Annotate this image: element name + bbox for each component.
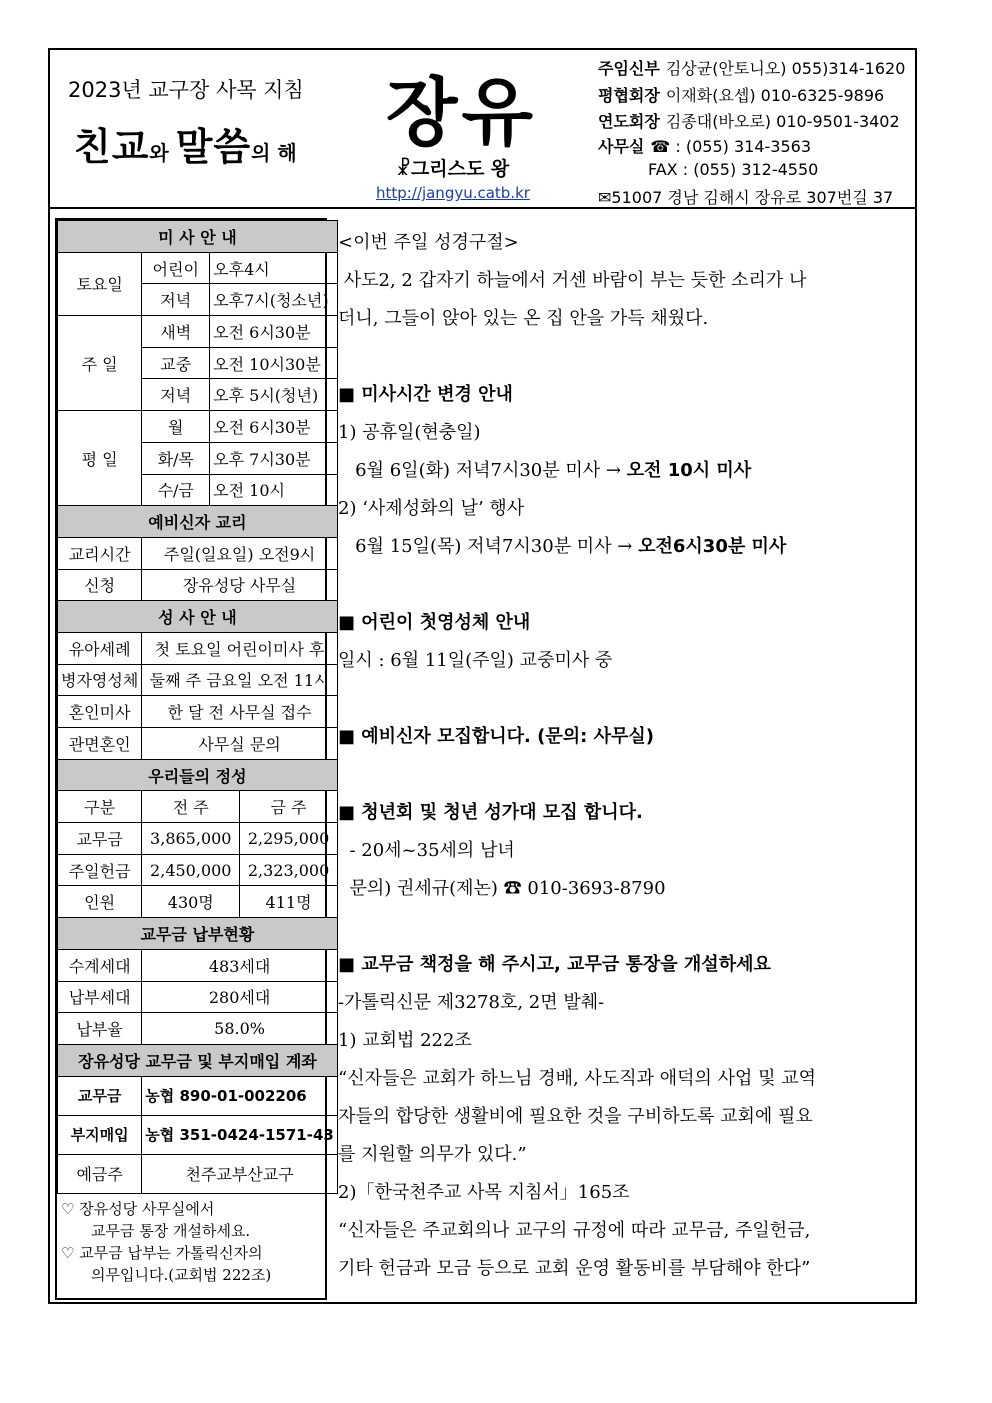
table-row [58, 949, 338, 981]
column-header: 금 주 [240, 791, 338, 823]
body-line [338, 456, 751, 482]
row-label: 관면혼인 [58, 728, 142, 760]
mass-slot: 수/금 [142, 474, 210, 506]
offering-prev: 430명 [142, 886, 240, 918]
line-text: ■ 교무금 책정을 해 주시고, 교무금 통장을 개설하세요 [338, 954, 771, 975]
offering-curr: 2,323,000 [240, 854, 338, 886]
line-text: “신자들은 주교회의나 교구의 규정에 따라 교무금, 주일헌금, [338, 1220, 811, 1241]
mass-day: 주 일 [58, 316, 142, 411]
table-row [58, 1115, 338, 1154]
mass-time: 오후 7시30분 [210, 442, 338, 474]
body-line [338, 646, 612, 672]
table-row [58, 791, 338, 823]
body-line [338, 1254, 810, 1280]
row-value: 280세대 [142, 981, 338, 1013]
table-row [58, 537, 338, 569]
section-heading [338, 380, 513, 406]
line-text: 일시 : 6월 11일(주일) 교중미사 중 [338, 650, 613, 671]
table-row [58, 981, 338, 1013]
row-label: 인원 [58, 886, 142, 918]
mass-time: 오후 5시(청년) [210, 379, 338, 411]
body-line [338, 228, 519, 254]
row-label: 수계세대 [58, 949, 142, 981]
row-value: 장유성당 사무실 [142, 569, 338, 601]
pastoral-guideline: 2023년 교구장 사목 지침 [68, 78, 304, 102]
body-line [338, 1102, 813, 1128]
mass-slot: 새벽 [142, 316, 210, 348]
slogan-word-1: 친교 [74, 125, 150, 169]
row-label: 교리시간 [58, 537, 142, 569]
table-row [58, 886, 338, 918]
contact-line [598, 56, 905, 79]
contact-line [598, 185, 893, 208]
mass-slot: 월 [142, 411, 210, 443]
body-line [338, 1140, 527, 1166]
contact-value: ✉51007 경남 김해시 장유로 307번길 37 [598, 188, 894, 207]
column-header: 전 주 [142, 791, 240, 823]
row-label: 유아세례 [58, 632, 142, 664]
offering-prev: 3,865,000 [142, 823, 240, 855]
line-text: 사도2, 2 갑자기 하늘에서 거센 바람이 부는 듯한 소리가 나 [338, 270, 807, 291]
slogan-particle-2: 의 해 [251, 141, 297, 165]
contact-value: 이재화(요셉) 010-6325-9896 [665, 86, 885, 105]
sidebar-notes [57, 1194, 325, 1286]
table-row [58, 1154, 338, 1193]
table-row [58, 221, 338, 253]
offering-curr: 411명 [240, 886, 338, 918]
offering-curr: 2,295,000 [240, 823, 338, 855]
table-row [58, 823, 338, 855]
table-row [58, 506, 338, 538]
line-text: ■ 예비신자 모집합니다. (문의: 사무실) [338, 726, 654, 747]
row-label: 신청 [58, 569, 142, 601]
mass-time: 오전 6시30분 [210, 316, 338, 348]
note-line: 의무입니다.(교회법 222조) [91, 1265, 272, 1284]
table-row [58, 918, 338, 950]
table-row [58, 1044, 338, 1076]
contact-label: 주임신부 [598, 59, 660, 78]
table-row [58, 728, 338, 760]
row-value: 사무실 문의 [142, 728, 338, 760]
table-row [58, 316, 338, 348]
section-header: 예비신자 교리 [58, 506, 338, 538]
note-line: ♡ 교무금 납부는 가톨릭신자의 [61, 1243, 263, 1262]
section-heading [338, 798, 643, 824]
table-row [58, 411, 338, 443]
table-row [58, 601, 338, 633]
row-label: 납부율 [58, 1013, 142, 1045]
section-header: 장유성당 교무금 및 부지매입 계좌 [58, 1044, 338, 1076]
contact-label: 사무실 [598, 137, 645, 156]
parish-website-link[interactable]: http://jangyu.catb.kr [376, 184, 530, 202]
line-text: -가톨릭신문 제3278호, 2면 발췌- [338, 992, 605, 1013]
row-value: 483세대 [142, 949, 338, 981]
line-text: - 20세~35세의 남녀 [338, 840, 515, 861]
row-label: 납부세대 [58, 981, 142, 1013]
table-row [58, 569, 338, 601]
mass-time: 오전 10시 [210, 474, 338, 506]
sidebar-table [57, 220, 338, 1194]
sidebar [55, 218, 334, 1300]
contact-value: 김종대(바오로) 010-9501-3402 [665, 112, 900, 131]
row-label: 병자영성체 [58, 664, 142, 696]
row-value: 주일(일요일) 오전9시 [142, 537, 338, 569]
row-value: 둘째 주 금요일 오전 11시 [142, 664, 338, 696]
note-line: ♡ 장유성당 사무실에서 [61, 1199, 215, 1218]
section-heading [338, 722, 654, 748]
slogan-particle-1: 와 [149, 141, 176, 165]
body-line [338, 418, 481, 444]
parish-subtitle: ☧그리스도 왕 [396, 158, 510, 180]
line-text: ■ 어린이 첫영성체 안내 [338, 612, 531, 633]
line-text: 2)「한국천주교 사목 지침서」165조 [338, 1182, 630, 1203]
row-value: 첫 토요일 어린이미사 후 [142, 632, 338, 664]
depositor-name: 천주교부산교구 [142, 1154, 338, 1193]
parish-title: 장유 [386, 70, 537, 156]
column-header: 구분 [58, 791, 142, 823]
section-heading [338, 608, 530, 634]
account-label: 부지매입 [58, 1115, 142, 1154]
line-text: ■ 미사시간 변경 안내 [338, 384, 513, 405]
contact-line [648, 160, 818, 179]
contact-label: 연도회장 [598, 112, 660, 131]
row-label: 교무금 [58, 823, 142, 855]
table-row [58, 632, 338, 664]
line-text: 1) 교회법 222조 [338, 1030, 472, 1051]
table-row [58, 696, 338, 728]
line-text: 더니, 그들이 앉아 있는 온 집 안을 가득 채웠다. [338, 308, 709, 329]
section-heading [338, 950, 771, 976]
year-slogan [74, 116, 297, 171]
mass-time: 오후4시 [210, 252, 338, 284]
mass-time: 오후7시(청소년) [210, 284, 338, 316]
mass-time: 오전 10시30분 [210, 347, 338, 379]
line-text: 문의) 권세규(제논) ☎ 010-3693-8790 [338, 878, 666, 899]
account-number: 농협 890-01-002206 [142, 1076, 338, 1115]
body-line [338, 532, 786, 558]
section-header: 성 사 안 내 [58, 601, 338, 633]
note-line: 교무금 통장 개설하세요. [91, 1221, 251, 1240]
mass-slot: 저녁 [142, 379, 210, 411]
line-emphasis: 오전6시30분 미사 [638, 536, 787, 557]
contact-label: 평협회장 [598, 86, 660, 105]
mass-time: 오전 6시30분 [210, 411, 338, 443]
body-line [338, 266, 806, 292]
table-row [58, 664, 338, 696]
account-label: 교무금 [58, 1076, 142, 1115]
row-label: 혼인미사 [58, 696, 142, 728]
section-header: 우리들의 정성 [58, 759, 338, 791]
row-value: 58.0% [142, 1013, 338, 1045]
contact-line [598, 134, 811, 157]
body-line [338, 874, 666, 900]
line-text: ■ 청년회 및 청년 성가대 모집 합니다. [338, 802, 643, 823]
body-line [338, 1026, 472, 1052]
mass-slot: 저녁 [142, 284, 210, 316]
mass-slot: 교중 [142, 347, 210, 379]
line-text: 6월 6일(화) 저녁7시30분 미사 → [338, 460, 627, 481]
body-line [338, 988, 604, 1014]
line-text: 기타 헌금과 모금 등으로 교회 운영 활동비를 부담해야 한다” [338, 1258, 811, 1279]
contact-value: 김상균(안토니오) 055)314-1620 [665, 59, 906, 78]
section-header: 교무금 납부현황 [58, 918, 338, 950]
table-row [58, 252, 338, 284]
offering-prev: 2,450,000 [142, 854, 240, 886]
mass-day: 평 일 [58, 411, 142, 506]
contact-value: FAX : (055) 312-4550 [648, 160, 819, 179]
body-line [338, 836, 515, 862]
line-text: 1) 공휴일(현충일) [338, 422, 481, 443]
line-emphasis: 오전 10시 미사 [626, 460, 752, 481]
contact-line [598, 109, 900, 132]
row-label: 주일헌금 [58, 854, 142, 886]
line-text: 6월 15일(목) 저녁7시30분 미사 → [338, 536, 639, 557]
contact-value: ☎ : (055) 314-3563 [650, 137, 812, 156]
row-value: 한 달 전 사무실 접수 [142, 696, 338, 728]
body-line [338, 494, 524, 520]
body-line [338, 1178, 630, 1204]
table-row [58, 854, 338, 886]
line-text: 자들의 합당한 생활비에 필요한 것을 구비하도록 교회에 필요 [338, 1106, 813, 1127]
body-line [338, 304, 708, 330]
contact-line [598, 83, 884, 106]
line-text: <이번 주일 성경구절> [338, 232, 519, 253]
section-header: 미 사 안 내 [58, 221, 338, 253]
body-line [338, 1216, 810, 1242]
row-label: 예금주 [58, 1154, 142, 1193]
line-text: 2) ‘사제성화의 날’ 행사 [338, 498, 525, 519]
line-text: 를 지원할 의무가 있다.” [338, 1144, 527, 1165]
table-row [58, 1076, 338, 1115]
table-row [58, 759, 338, 791]
mass-day: 토요일 [58, 252, 142, 315]
mass-slot: 어린이 [142, 252, 210, 284]
slogan-word-2: 말씀 [175, 125, 252, 169]
table-row [58, 1013, 338, 1045]
account-number: 농협 351-0424-1571-43 [142, 1115, 338, 1154]
body-line [338, 1064, 816, 1090]
line-text: “신자들은 교회가 하느님 경배, 사도직과 애덕의 사업 및 교역 [338, 1068, 817, 1089]
mass-slot: 화/목 [142, 442, 210, 474]
